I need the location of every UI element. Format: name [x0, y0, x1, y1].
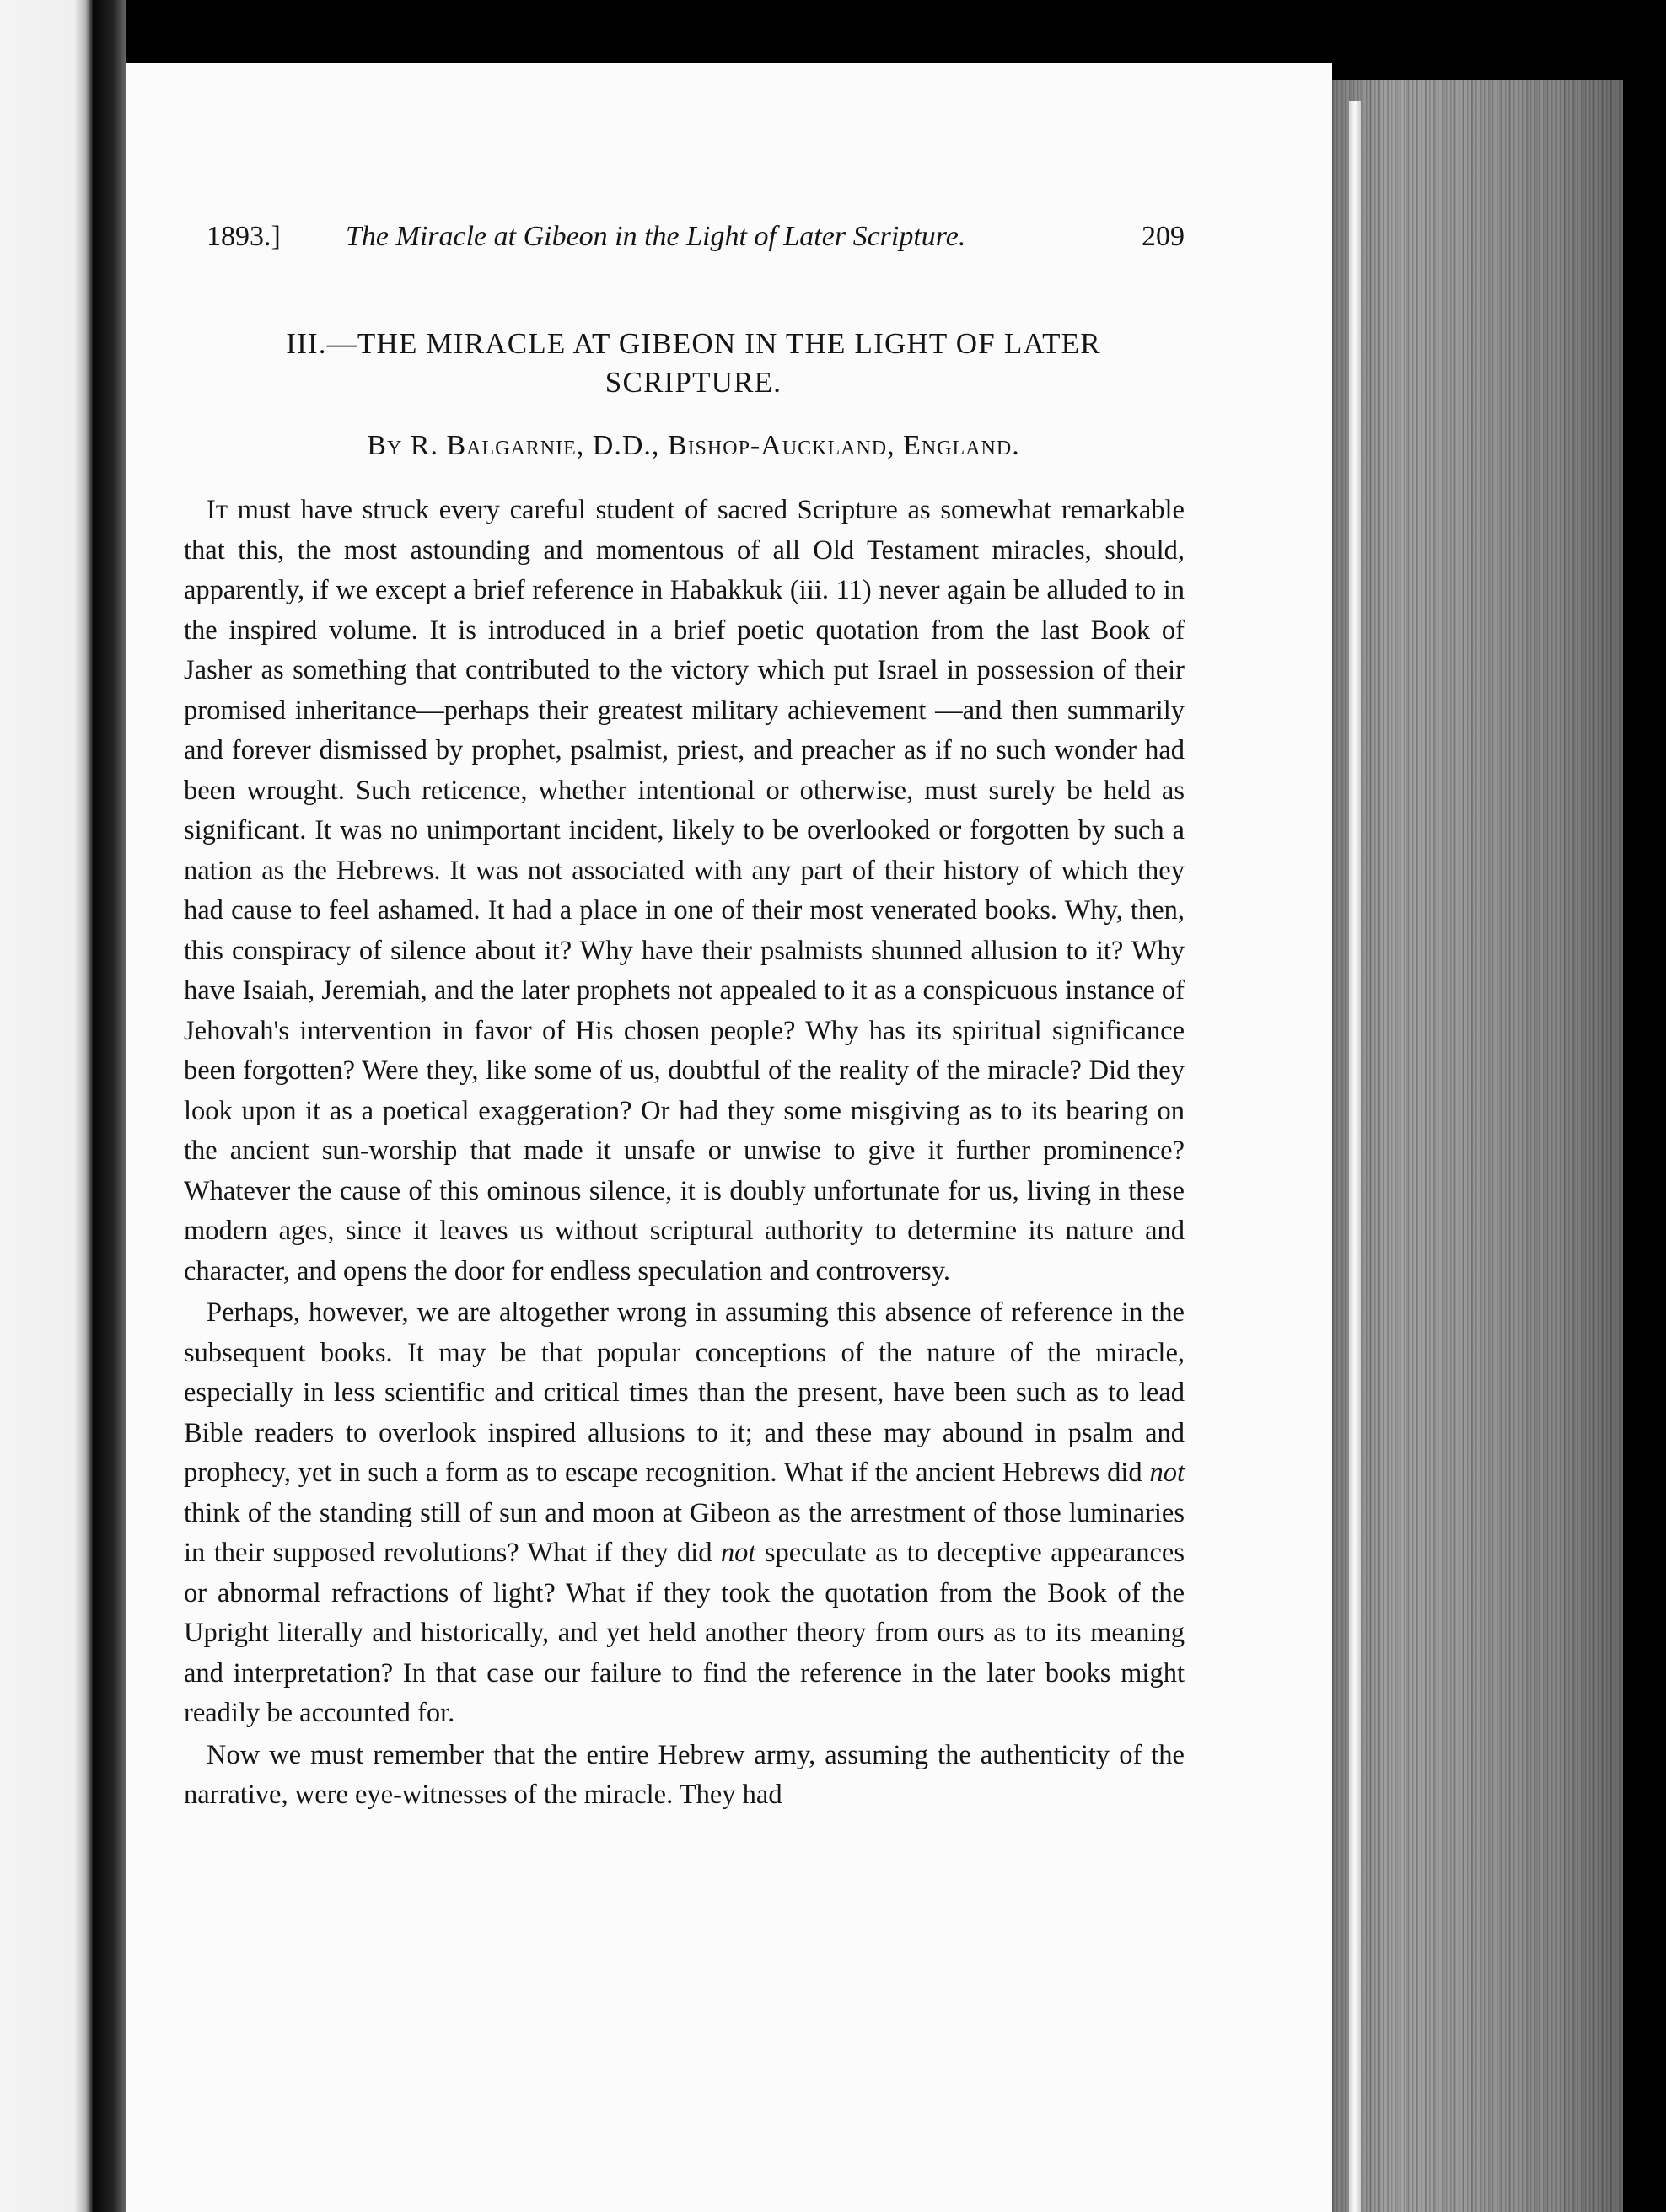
running-head — [207, 221, 1185, 268]
paragraph-text: speculate as to deceptive appearances or abnormal refractions of light? What if they took the quotation from the Book of the Upright literally and historically, and yet held another theory from ours as to its meaning and interpretation? In that case our failure to find the reference in the later books might readily be accounted for. — [184, 1538, 1185, 1728]
article-title: III.—THE MIRACLE AT GIBEON IN THE LIGHT OF LATER SCRIPTURE. — [286, 327, 1101, 399]
paragraph — [184, 491, 1185, 1291]
byline: By R. Balgarnie, D.D., Bishop-Auckland, England. — [367, 430, 1020, 461]
paragraph-text: Now we must remember that the entire Hebrew army, assuming the authenticity of the narrative, were eye-witnesses of the miracle. They had — [184, 1739, 1185, 1810]
lead-word: It — [207, 495, 228, 525]
page-block-edges — [1332, 80, 1623, 2212]
article-body — [184, 491, 1185, 1816]
paragraph-text: Perhaps, however, we are altogether wrong in assuming this absence of reference in the subsequent books. It may be that popular conceptions of the nature of the miracle, especially in less scientific and critical times than the present, have been such as to lead Bible readers to overlook inspired allusions to it; and these may abound in psalm and prophecy, yet in such a form as to escape recognition. What if the ancient Hebrews did — [184, 1297, 1185, 1488]
emphasis: not — [1149, 1458, 1185, 1488]
emphasis: not — [720, 1538, 756, 1568]
paragraph — [184, 1293, 1185, 1734]
page-number: 209 — [1142, 221, 1185, 252]
paragraph-text: think of the standing still of sun and moon at Gibeon as the arrestment of those luminaries in their supposed revolutions? What if they did — [184, 1497, 1185, 1568]
running-head-year: 1893.] — [207, 221, 281, 252]
paragraph-text: must have struck every careful student of sacred Scripture as somewhat remarkable that this, the most astounding and momentous of all Old Testament miracles, should, apparently, if we except a brief reference in Habakkuk (iii. 11) never again be alluded to in the inspired volume. It is introduced in a brief poetic quotation from the last Book of Jasher as something that contributed to the victory which put Israel in possession of their promised inheritance—perhaps their greatest military achievement —and then summarily and forever dismissed by prophet, psalmist, priest, and preacher as if no such wonder had been wrought. Such reticence, whether intentional or otherwise, must surely be held as significant. It was no unimportant incident, likely to be overlooked or forgotten by such a nation as the Hebrews. It was not associated with any part of their history of which they had cause to feel ashamed. It had a place in one of their most venerated books. Why, then, this conspiracy of silence about it? Why have their psalmists shunned allusion to it? Why have Isaiah, Jeremiah, and the later prophets not appealed to it as a conspicuous instance of Jehovah's intervention in favor of His chosen people? Why has its spiritual significance been forgotten? Were they, like some of us, doubtful of the reality of the miracle? Did they look upon it as a poetical exaggeration? Or had they some misgiving as to its bearing on the ancient sun-worship that made it unsafe or unwise to give it further prominence? Whatever the cause of this ominous silence, it is doubly unfortunate for us, living in these modern ages, since it leaves us without scriptural authority to determine its nature and character, and opens the door for endless speculation and controversy. — [184, 495, 1185, 1286]
book-gutter — [93, 0, 126, 2212]
page-edge-highlight — [1349, 101, 1361, 2212]
running-head-title: The Miracle at Gibeon in the Light of Later Scripture. — [346, 221, 966, 252]
paragraph — [184, 1736, 1185, 1816]
previous-page-edge — [0, 0, 93, 2212]
